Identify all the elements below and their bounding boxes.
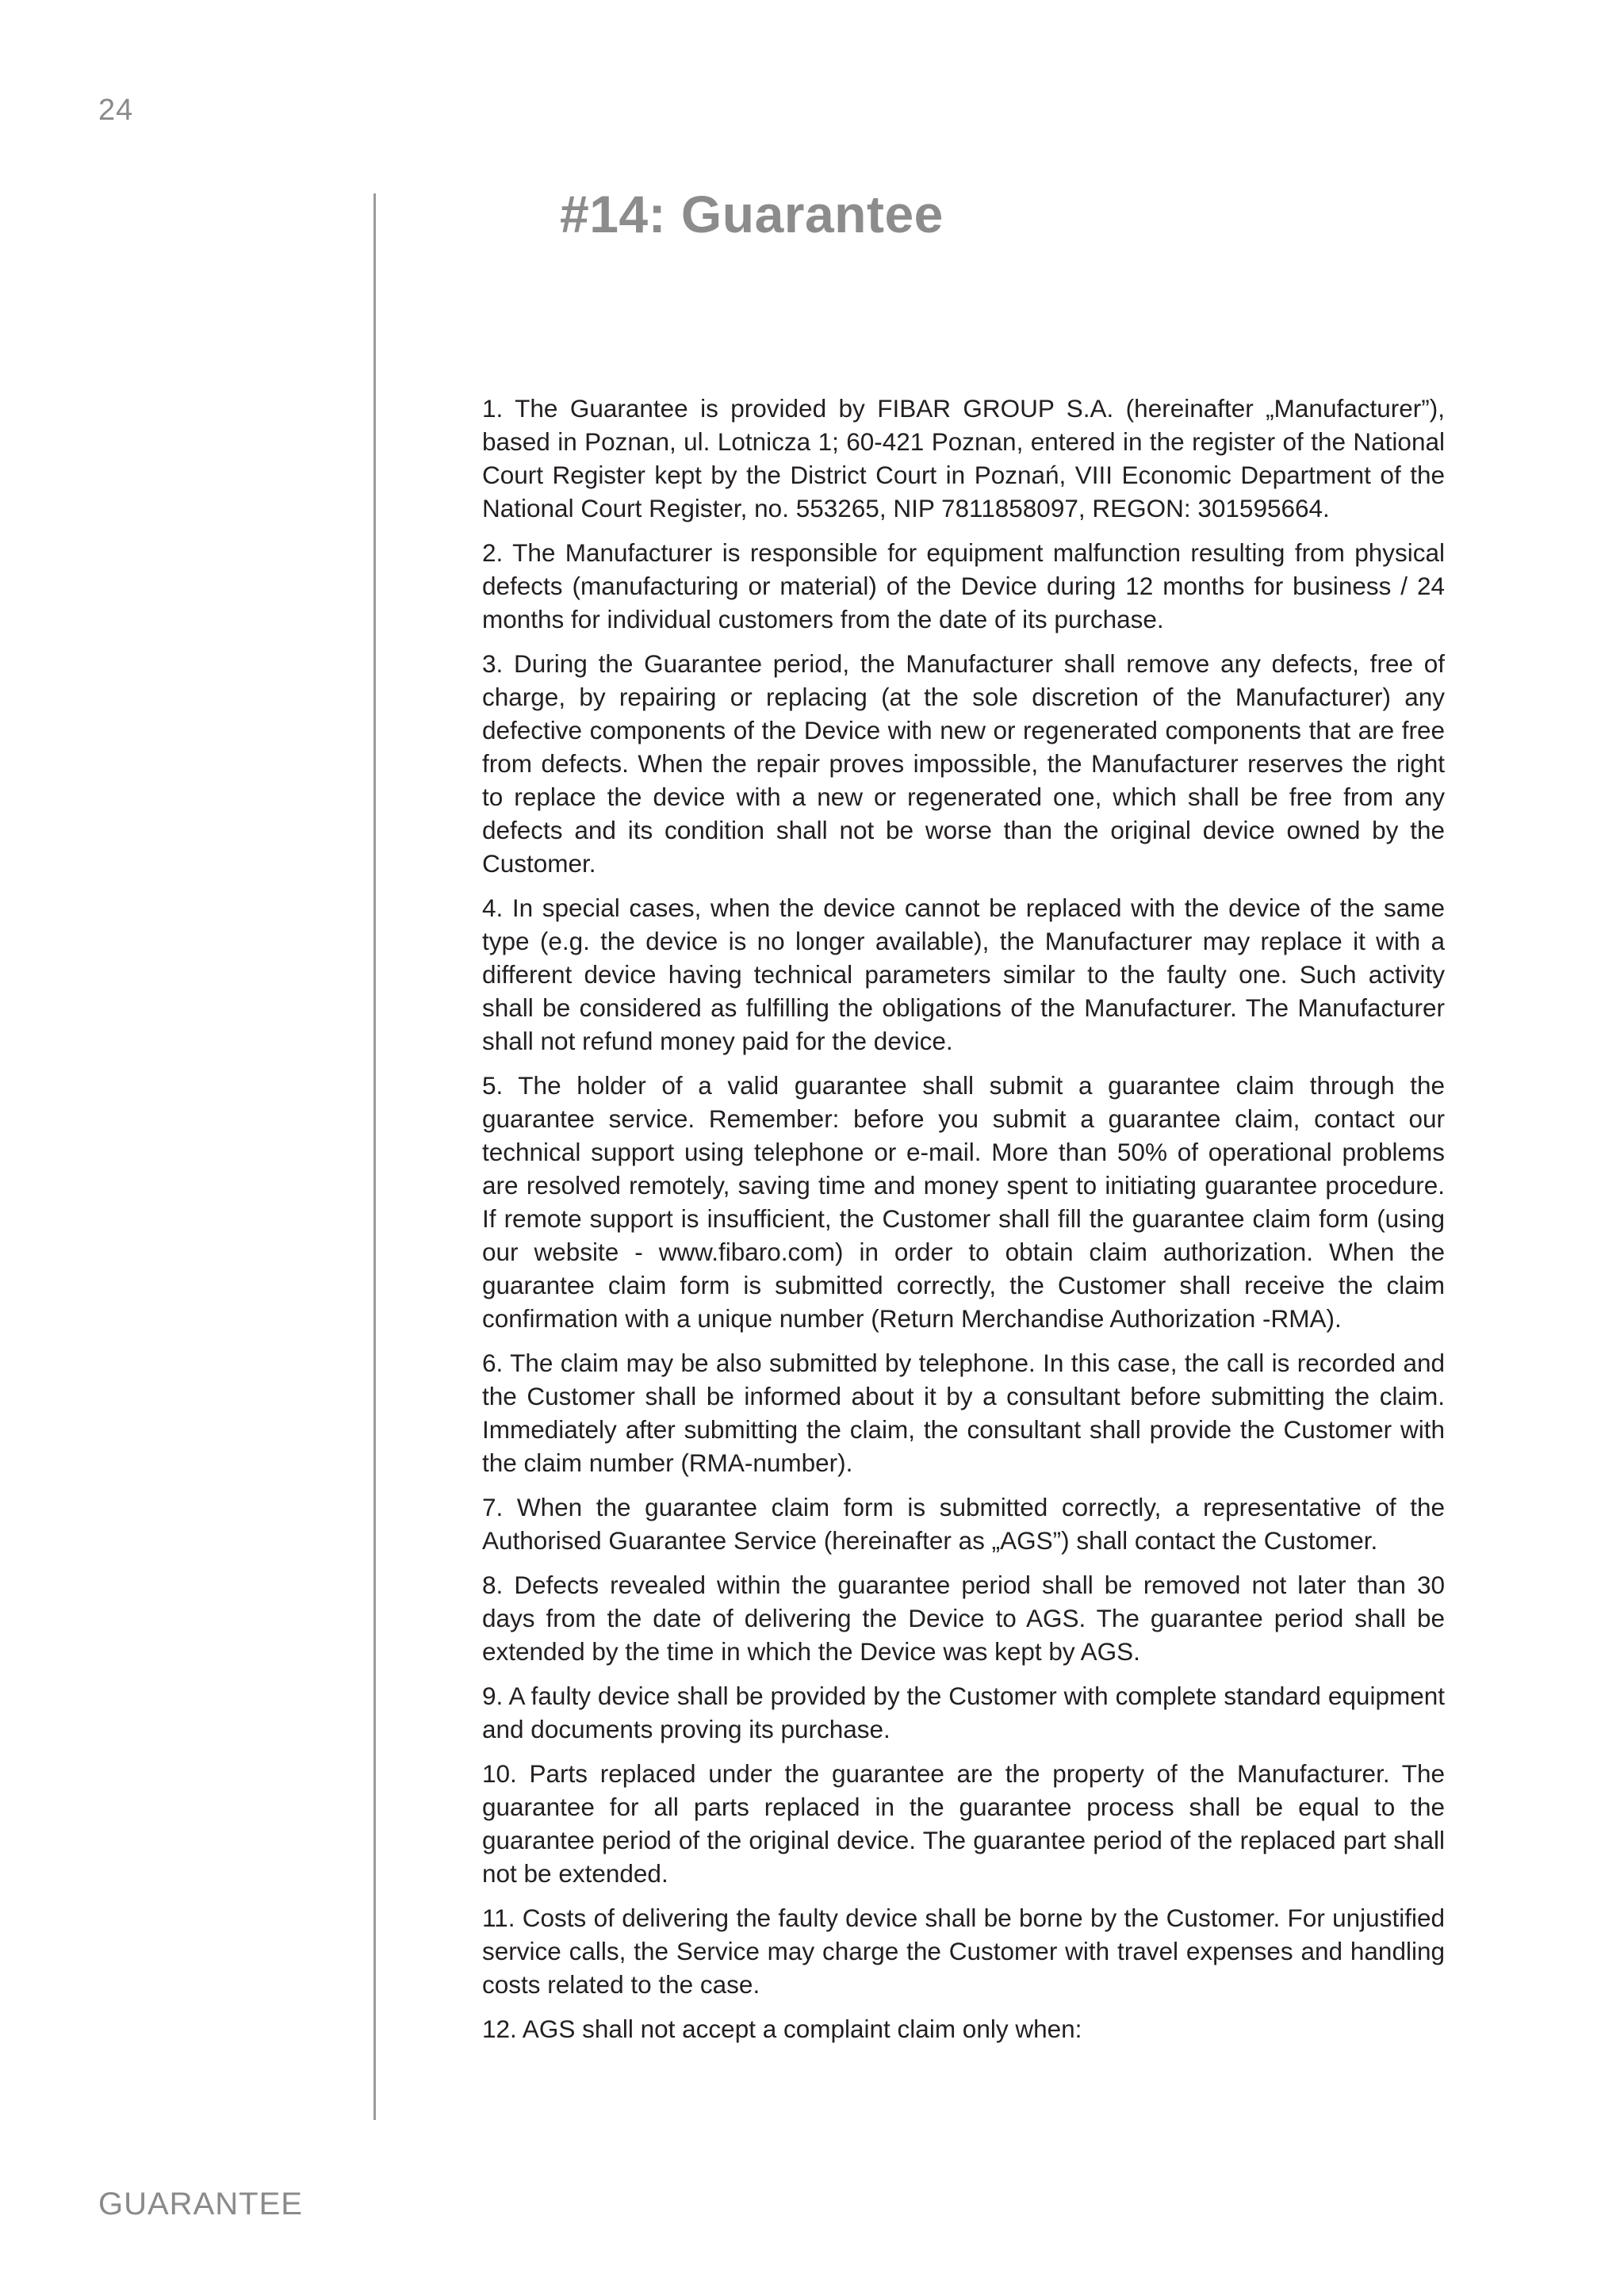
clause-9: 9. A faulty device shall be provided by the Customer with complete standard equipment and documents proving its purchase. [482, 1682, 1445, 1743]
footer-section-label: GUARANTEE [98, 2187, 303, 2221]
clause-3: 3. During the Guarantee period, the Manufacturer shall remove any defects, free of charge, by repairing or replacing (at the sole discretion of the Manufacturer) any defective components of the Device with new or regenerated components that are free from defects. When the repair proves impossible, the Manufacturer reserves the right to replace the device with a new or regenerated one, which shall be free from any defects and its condition shall not be worse than the original device owned by the Customer. [482, 649, 1445, 878]
page-number: 24 [98, 94, 134, 127]
clause-1: 1. The Guarantee is provided by FIBAR GROUP S.A. (hereinafter „Manufacturer”), based in Poznan, ul. Lotnicza 1; 60-421 Poznan, entered in the register of the National Court Register kept by the District Court in Poznań, VIII Economic Department of the National Court Register, no. 553265, NIP 7811858097, REGON: 301595664. [482, 394, 1445, 522]
clause-8: 8. Defects revealed within the guarantee period shall be removed not later than 30 days from the date of delivering the Device to AGS. The guarantee period shall be extended by the time in which the Device was kept by AGS. [482, 1571, 1445, 1666]
clause-6: 6. The claim may be also submitted by telephone. In this case, the call is recorded and the Customer shall be informed about it by a consultant before submitting the claim. Immediately after submitting the claim, the consultant shall provide the Customer with the claim number (RMA-number). [482, 1349, 1445, 1477]
clause-10: 10. Parts replaced under the guarantee are the property of the Manufacturer. The guarantee for all parts replaced in the guarantee process shall be equal to the guarantee period of the original device. The guarantee period of the replaced part shall not be extended. [482, 1759, 1445, 1888]
clause-7: 7. When the guarantee claim form is submitted correctly, a representative of the Authorised Guarantee Service (hereinafter as „AGS”) shall contact the Customer. [482, 1493, 1445, 1555]
clause-12: 12. AGS shall not accept a complaint claim only when: [482, 2015, 1082, 2043]
vertical-divider [373, 193, 376, 2120]
guarantee-clauses [482, 392, 1445, 2057]
clause-11: 11. Costs of delivering the faulty device shall be borne by the Customer. For unjustified service calls, the Service may charge the Customer with travel expenses and handling costs related to the case. [482, 1904, 1445, 1999]
clause-5: 5. The holder of a valid guarantee shall submit a guarantee claim through the guarantee service. Remember: before you submit a guarantee claim, contact our technical support using telephone or e-mail. More than 50% of operational problems are resolved remotely, saving time and money spent to initiating guarantee procedure. If remote support is insufficient, the Customer shall fill the guarantee claim form (using our website - www.fibaro.com) in order to obtain claim authorization. When the guarantee claim form is submitted correctly, the Customer shall receive the claim confirmation with a unique number (Return Merchandise Authorization -RMA). [482, 1071, 1445, 1333]
clause-2: 2. The Manufacturer is responsible for equipment malfunction resulting from physical defects (manufacturing or material) of the Device during 12 months for business / 24 months for individual customers from the date of its purchase. [482, 538, 1445, 633]
section-title: #14: Guarantee [560, 185, 944, 243]
clause-4: 4. In special cases, when the device cannot be replaced with the device of the same type (e.g. the device is no longer available), the Manufacturer may replace it with a different device having technical parameters similar to the faulty one. Such activity shall be considered as fulfilling the obligations of the Manufacturer. The Manufacturer shall not refund money paid for the device. [482, 894, 1445, 1055]
